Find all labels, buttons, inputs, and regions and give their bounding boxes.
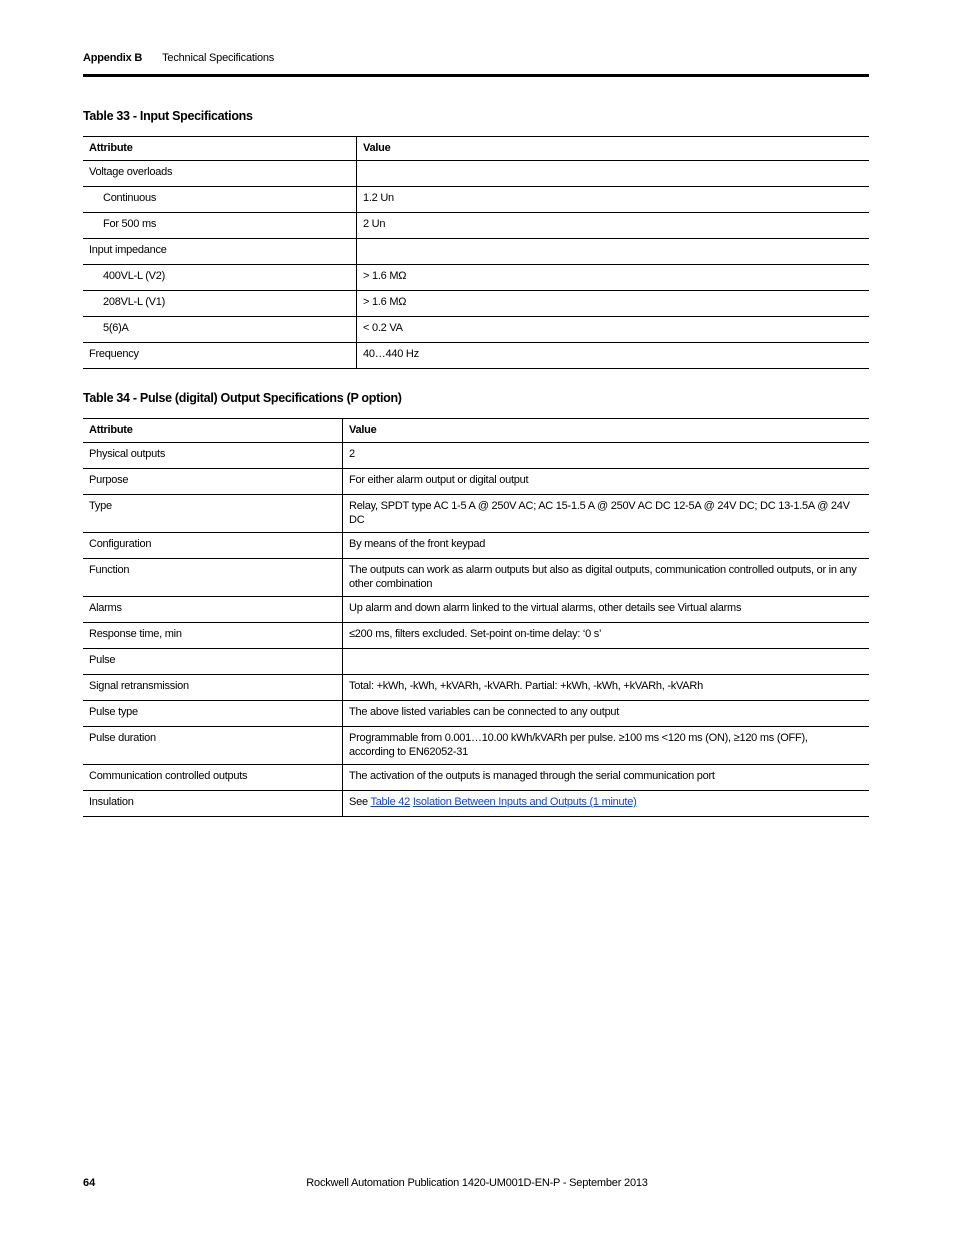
table-row	[83, 559, 869, 597]
attribute-cell: Response time, min	[83, 623, 343, 649]
table-row	[83, 343, 869, 369]
value-cell	[343, 649, 870, 675]
table-row	[83, 265, 869, 291]
attribute-cell: Signal retransmission	[83, 675, 343, 701]
isolation-table-link[interactable]: Isolation Between Inputs and Outputs (1 minute)	[412, 796, 637, 808]
value-line: according to EN62052-31	[349, 746, 468, 758]
attribute-cell: Communication controlled outputs	[83, 765, 343, 791]
table-row	[83, 533, 869, 559]
column-header-value: Value	[349, 424, 377, 436]
column-header-attribute: Attribute	[83, 137, 357, 161]
table-row	[83, 239, 869, 265]
table-row	[83, 291, 869, 317]
see-text: See	[349, 796, 368, 808]
attribute-cell: Pulse type	[83, 701, 343, 727]
input-specifications-table	[83, 136, 869, 369]
header-rule	[83, 74, 869, 77]
value-cell: 2 Un	[363, 218, 386, 230]
table-42-link[interactable]: Table 42	[370, 796, 411, 808]
value-cell	[357, 239, 870, 265]
attribute-cell: Purpose	[83, 469, 343, 495]
column-header-value: Value	[363, 142, 391, 154]
value-cell: By means of the front keypad	[349, 538, 486, 550]
pulse-output-specifications-table	[83, 418, 869, 817]
value-cell: > 1.6 MΩ	[363, 296, 407, 308]
attribute-cell: Continuous	[83, 187, 357, 213]
attribute-cell: For 500 ms	[83, 213, 357, 239]
page-number: 64	[83, 1177, 96, 1189]
table-row	[83, 701, 869, 727]
publication-footer: Rockwell Automation Publication 1420-UM001D-EN-P - September 2013	[306, 1177, 648, 1189]
value-cell: The above listed variables can be connected to any output	[349, 706, 620, 718]
attribute-cell: Type	[83, 495, 343, 533]
value-cell: ≤200 ms, filters excluded. Set-point on-time delay: ‘0 s’	[349, 628, 602, 640]
attribute-cell: Pulse	[83, 649, 343, 675]
attribute-cell: 5(6)A	[83, 317, 357, 343]
value-cell: For either alarm output or digital output	[349, 474, 529, 486]
value-cell: The activation of the outputs is managed through the serial communication port	[349, 770, 715, 782]
value-cell: Relay, SPDT type AC 1-5 A @ 250V AC; AC 15-1.5 A @ 250V AC DC 12-5A @ 24V DC; DC 13-1.5A @ 24V DC	[349, 500, 850, 526]
attribute-cell: Frequency	[83, 343, 357, 369]
value-cell	[357, 161, 870, 187]
value-cell: > 1.6 MΩ	[363, 270, 407, 282]
value-cell: The outputs can work as alarm outputs but also as digital outputs, communication controlled outputs, or in any other combination	[349, 564, 857, 590]
table-header-row	[83, 419, 869, 443]
value-line: Programmable from 0.001…10.00 kWh/kVARh per pulse. ≥100 ms <120 ms (ON), ≥120 ms (OFF),	[349, 732, 808, 744]
value-cell: 1.2 Un	[363, 192, 394, 204]
table-row	[83, 597, 869, 623]
table-row	[83, 765, 869, 791]
table-row	[83, 469, 869, 495]
table-row	[83, 495, 869, 533]
table-row	[83, 727, 869, 765]
value-cell: Up alarm and down alarm linked to the virtual alarms, other details see Virtual alarms	[349, 602, 742, 614]
header-title: Technical Specifications	[162, 52, 275, 64]
value-cell	[343, 791, 870, 817]
value-cell: 40…440 Hz	[363, 348, 419, 360]
table-row	[83, 187, 869, 213]
value-cell	[343, 727, 870, 765]
table-row	[83, 623, 869, 649]
value-cell: < 0.2 VA	[363, 322, 403, 334]
attribute-cell: Function	[83, 559, 343, 597]
table-row	[83, 161, 869, 187]
value-cell: Total: +kWh, -kWh, +kVARh, -kVARh. Partial: +kWh, -kWh, +kVARh, -kVARh	[349, 680, 703, 692]
header-section: Appendix B	[83, 52, 143, 64]
value-cell: 2	[349, 448, 355, 460]
attribute-cell: 400VL-L (V2)	[83, 265, 357, 291]
table-row	[83, 443, 869, 469]
table-header-row	[83, 137, 869, 161]
column-header-attribute: Attribute	[83, 419, 343, 443]
table33-caption: Table 33 - Input Specifications	[83, 109, 253, 123]
attribute-cell: Pulse duration	[83, 727, 343, 765]
table-row	[83, 317, 869, 343]
attribute-cell: Alarms	[83, 597, 343, 623]
table-row	[83, 791, 869, 817]
attribute-cell: Input impedance	[83, 239, 357, 265]
table34-caption: Table 34 - Pulse (digital) Output Specifications (P option)	[83, 391, 402, 405]
attribute-cell: Insulation	[83, 791, 343, 817]
attribute-cell: 208VL-L (V1)	[83, 291, 357, 317]
table-row	[83, 675, 869, 701]
attribute-cell: Configuration	[83, 533, 343, 559]
table-row	[83, 649, 869, 675]
running-header	[83, 52, 274, 64]
attribute-cell: Voltage overloads	[83, 161, 357, 187]
attribute-cell: Physical outputs	[83, 443, 343, 469]
table-row	[83, 213, 869, 239]
